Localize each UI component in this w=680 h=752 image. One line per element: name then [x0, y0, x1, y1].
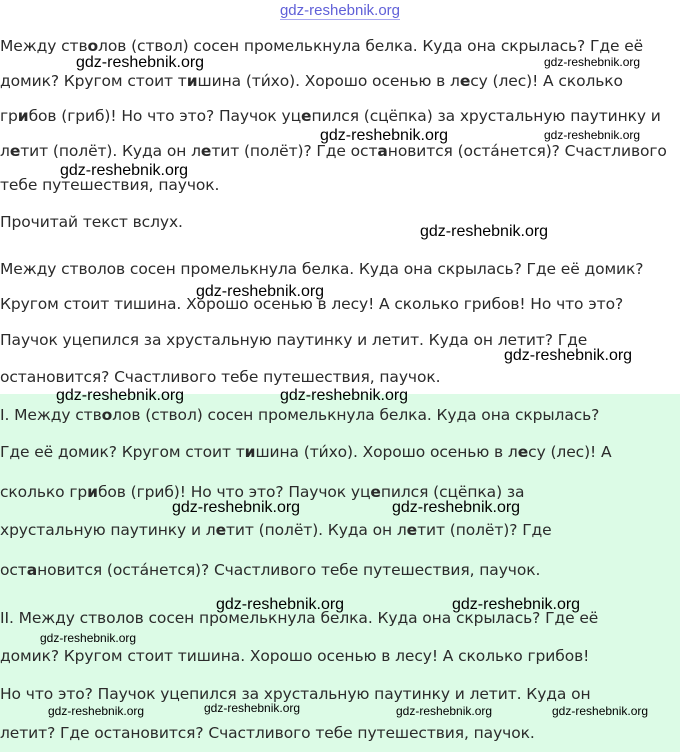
- watermark: gdz-reshebnik.org: [392, 499, 521, 516]
- watermark: gdz-reshebnik.org: [172, 499, 301, 516]
- text-segment: ост: [0, 561, 27, 579]
- answer-part1-line: [0, 520, 674, 540]
- instruction: Прочитай текст вслух.: [0, 213, 183, 231]
- answer-part2-line: домик? Кругом стоит тишина. Хорошо осенью в лесу! А сколько грибов!: [0, 647, 590, 665]
- watermark: gdz-reshebnik.org: [76, 54, 205, 71]
- answer-part1-line: [0, 442, 674, 462]
- answer-part1-line: [0, 560, 674, 580]
- highlighted-letter: и: [186, 72, 198, 90]
- text-segment: шина (ти́хо). Хорошо осенью в л: [197, 72, 460, 90]
- highlighted-letter: е: [9, 142, 21, 160]
- watermark: gdz-reshebnik.org: [48, 704, 145, 718]
- highlighted-letter: е: [215, 521, 226, 539]
- text-segment: су (лес)! А: [528, 443, 612, 461]
- watermark: gdz-reshebnik.org: [40, 631, 137, 645]
- text-segment: тит (полёт)? Где: [417, 521, 552, 539]
- watermark: gdz-reshebnik.org: [420, 223, 549, 240]
- text-segment: сколько гр: [0, 483, 88, 501]
- reading-line: Между стволов сосен промелькнула белка. Куда она скрылась? Где её домик?: [0, 260, 644, 278]
- text-segment: новится (оста́нется)? Счастливого: [387, 142, 667, 160]
- highlighted-letter: е: [459, 72, 471, 90]
- watermark: gdz-reshebnik.org: [452, 596, 581, 613]
- watermark: gdz-reshebnik.org: [544, 55, 641, 69]
- text-segment: лов (ствол) сосен промелькнула белка. Куда она скрылась?: [112, 406, 600, 424]
- highlighted-letter: а: [377, 142, 388, 160]
- text-segment: Где её домик? Кругом стоит т: [0, 443, 245, 461]
- watermark: gdz-reshebnik.org: [544, 128, 641, 142]
- highlighted-letter: о: [87, 37, 99, 55]
- text-segment: пился (сцёпка) за хрустальную паутинку и: [311, 107, 661, 125]
- watermark: gdz-reshebnik.org: [504, 347, 633, 364]
- exercise-line: [0, 71, 674, 91]
- highlighted-letter: и: [17, 107, 29, 125]
- text-segment: лов (ствол) сосен промелькнула белка. Куда она скрылась? Где её: [98, 37, 644, 55]
- highlighted-letter: е: [406, 521, 418, 539]
- watermark: gdz-reshebnik.org: [320, 127, 449, 144]
- answer-part2-line: Но что это? Паучок уцепился за хрустальную паутинку и летит. Куда он: [0, 685, 591, 703]
- watermark: gdz-reshebnik.org: [196, 283, 325, 300]
- text-segment: I. Между ств: [0, 406, 102, 424]
- answer-part1-line: [0, 405, 674, 425]
- text-segment: пился (сцёпка) за: [380, 483, 525, 501]
- text-segment: су (лес)! А сколько: [470, 72, 623, 90]
- highlighted-letter: е: [301, 107, 312, 125]
- watermark: gdz-reshebnik.org: [280, 387, 409, 404]
- site-header-link[interactable]: gdz-reshebnik.org: [279, 2, 401, 19]
- watermark: gdz-reshebnik.org: [216, 596, 345, 613]
- text-segment: тит (полёт). Куда он л: [226, 521, 407, 539]
- text-segment: тит (полёт). Куда он л: [20, 142, 201, 160]
- watermark: gdz-reshebnik.org: [396, 704, 493, 718]
- text-segment: л: [0, 142, 10, 160]
- text-segment: шина (ти́хо). Хорошо осенью в л: [255, 443, 518, 461]
- watermark: gdz-reshebnik.org: [204, 701, 301, 715]
- text-segment: хрустальную паутинку и л: [0, 521, 216, 539]
- reading-line: Паучок уцепился за хрустальную паутинку и летит. Куда он летит? Где: [0, 331, 588, 349]
- answer-part1-line: [0, 482, 674, 502]
- answer-part2-line: летит? Где остановится? Счастливого тебе путешествия, паучок.: [0, 724, 535, 742]
- highlighted-letter: а: [26, 561, 38, 579]
- answer-part2-line: II. Между стволов сосен промелькнула белка. Куда она скрылась? Где её: [0, 609, 599, 627]
- highlighted-letter: е: [200, 142, 212, 160]
- text-segment: гр: [0, 107, 18, 125]
- watermark: gdz-reshebnik.org: [56, 387, 185, 404]
- exercise-line: [0, 36, 674, 56]
- highlighted-letter: е: [517, 443, 529, 461]
- text-segment: Между ств: [0, 37, 88, 55]
- text-segment: бов (гриб)! Но что это? Паучок уц: [28, 107, 302, 125]
- reading-line: Кругом стоит тишина. Хорошо осенью в лесу! А сколько грибов! Но что это?: [0, 295, 624, 313]
- highlighted-letter: и: [244, 443, 256, 461]
- highlighted-letter: е: [370, 483, 381, 501]
- text-segment: тит (полёт)? Где ост: [211, 142, 378, 160]
- text-segment: бов (гриб)! Но что это? Паучок уц: [97, 483, 371, 501]
- text-segment: новится (оста́нется)? Счастливого тебе путешествия, паучок.: [37, 561, 541, 579]
- highlighted-letter: о: [101, 406, 113, 424]
- text-segment: тебе путешествия, паучок.: [0, 176, 220, 194]
- highlighted-letter: и: [87, 483, 98, 501]
- reading-line: остановится? Счастливого тебе путешествия, паучок.: [0, 368, 441, 386]
- watermark: gdz-reshebnik.org: [60, 162, 189, 179]
- exercise-line: [0, 106, 674, 126]
- watermark: gdz-reshebnik.org: [552, 704, 649, 718]
- text-segment: домик? Кругом стоит т: [0, 72, 187, 90]
